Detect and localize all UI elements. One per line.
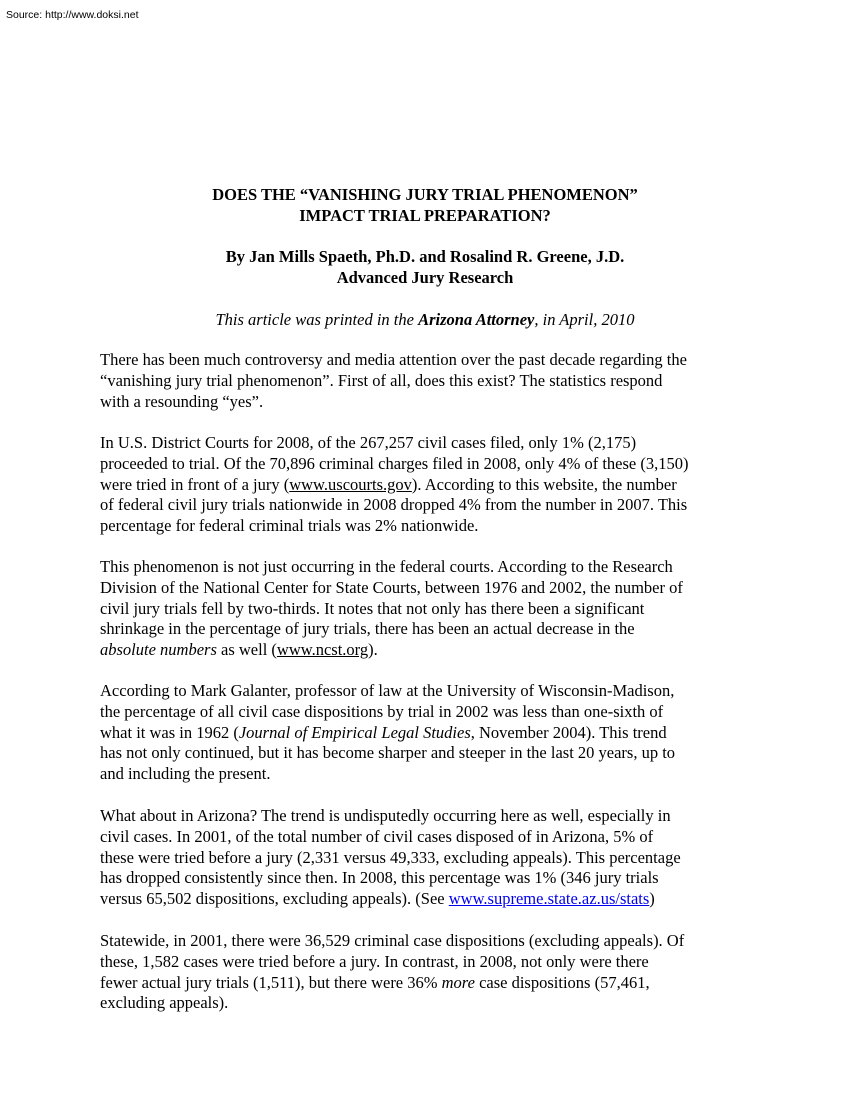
byline-organization: Advanced Jury Research — [336, 268, 514, 287]
paragraph-line: the percentage of all civil case dispositions by trial in 2002 was less than one-sixth of — [100, 701, 664, 721]
paragraph-1 — [100, 350, 755, 412]
uscourts-link[interactable]: www.uscourts.gov — [289, 474, 412, 494]
paragraph-2 — [100, 433, 755, 537]
emphasis-text: absolute numbers — [100, 640, 217, 660]
paragraph-line: civil cases. In 2001, of the total number of civil cases disposed of in Arizona, 5% of — [100, 826, 654, 846]
byline-authors: By Jan Mills Spaeth, Ph.D. and Rosalind R. Greene, J.D. — [225, 247, 625, 266]
title-line-1: DOES THE “VANISHING JURY TRIAL PHENOMENON” — [212, 185, 638, 204]
paragraph-text: were tried in front of a jury ( — [100, 474, 290, 494]
paragraph-line: What about in Arizona? The trend is undisputedly occurring here as well, especially in — [100, 806, 671, 825]
paragraph-line: proceeded to trial. Of the 70,896 criminal charges filed in 2008, only 4% of these (3,150) — [100, 453, 689, 473]
paragraph-text: what it was in 1962 ( — [100, 722, 239, 742]
paragraph-text: versus 65,502 dispositions, excluding appeals). (See — [100, 889, 449, 909]
byline — [100, 246, 750, 288]
paragraph-text: fewer actual jury trials (1,511), but there were 36% — [100, 972, 442, 992]
paragraph-5 — [100, 806, 755, 910]
paragraph-3 — [100, 557, 755, 661]
article-title — [100, 184, 750, 226]
paragraph-line: excluding appeals). — [100, 993, 229, 1013]
paragraph-line: and including the present. — [100, 764, 271, 784]
paragraph-line — [100, 973, 755, 994]
paragraph-line: In U.S. District Courts for 2008, of the 267,257 civil cases filed, only 1% (2,175) — [100, 433, 637, 452]
journal-title: Journal of Empirical Legal Studies — [238, 722, 471, 742]
paragraph-text: ). According to this website, the number — [411, 474, 677, 494]
paragraph-text: case dispositions (57,461, — [474, 972, 650, 992]
publication-name: Arizona Attorney — [418, 310, 535, 329]
paragraph-text: ). — [368, 640, 378, 660]
title-line-2: IMPACT TRIAL PREPARATION? — [299, 206, 551, 225]
paragraph-text: ) — [649, 889, 655, 909]
paragraph-line — [100, 723, 755, 744]
source-url-label: Source: http://www.doksi.net — [6, 9, 139, 21]
publication-note — [100, 309, 750, 330]
paragraph-4 — [100, 681, 755, 785]
paragraph-line: of federal civil jury trials nationwide in 2008 dropped 4% from the number in 2007. This — [100, 495, 688, 515]
paragraph-line: There has been much controversy and media attention over the past decade regarding the — [100, 350, 687, 369]
paragraph-line: shrinkage in the percentage of jury trials, there has been an actual decrease in the — [100, 619, 635, 639]
paragraph-line: According to Mark Galanter, professor of law at the University of Wisconsin-Madison, — [100, 681, 675, 700]
paragraph-line — [100, 889, 755, 910]
paragraph-line: has dropped consistently since then. In 2008, this percentage was 1% (346 jury trials — [100, 868, 659, 888]
paragraph-line: has not only continued, but it has become sharper and steeper in the last 20 years, up to — [100, 743, 676, 763]
ncst-link[interactable]: www.ncst.org — [276, 640, 369, 660]
paragraph-line: Statewide, in 2001, there were 36,529 criminal case dispositions (excluding appeals). Of — [100, 931, 685, 950]
paragraph-6 — [100, 931, 755, 1014]
paragraph-text: as well ( — [216, 640, 277, 660]
publication-note-suffix: , in April, 2010 — [534, 310, 635, 329]
paragraph-line: Division of the National Center for State Courts, between 1976 and 2002, the number of — [100, 577, 683, 597]
paragraph-line: civil jury trials fell by two-thirds. It notes that not only has there been a significant — [100, 598, 645, 618]
supreme-court-stats-link[interactable]: www.supreme.state.az.us/stats — [448, 889, 650, 909]
paragraph-text: , November 2004). This trend — [470, 722, 667, 742]
paragraph-line — [100, 640, 755, 661]
emphasis-text: more — [441, 972, 475, 992]
paragraph-line: This phenomenon is not just occurring in the federal courts. According to the Research — [100, 557, 673, 576]
paragraph-line: “vanishing jury trial phenomenon”. First of all, does this exist? The statistics respond — [100, 370, 663, 390]
paragraph-line: percentage for federal criminal trials was 2% nationwide. — [100, 516, 479, 536]
paragraph-line: these, 1,582 cases were tried before a jury. In contrast, in 2008, not only were there — [100, 951, 649, 971]
paragraph-line — [100, 475, 755, 496]
paragraph-line: with a resounding “yes”. — [100, 391, 264, 411]
paragraph-line: these were tried before a jury (2,331 versus 49,333, excluding appeals). This percentage — [100, 847, 681, 867]
publication-note-prefix: This article was printed in the — [215, 310, 419, 329]
